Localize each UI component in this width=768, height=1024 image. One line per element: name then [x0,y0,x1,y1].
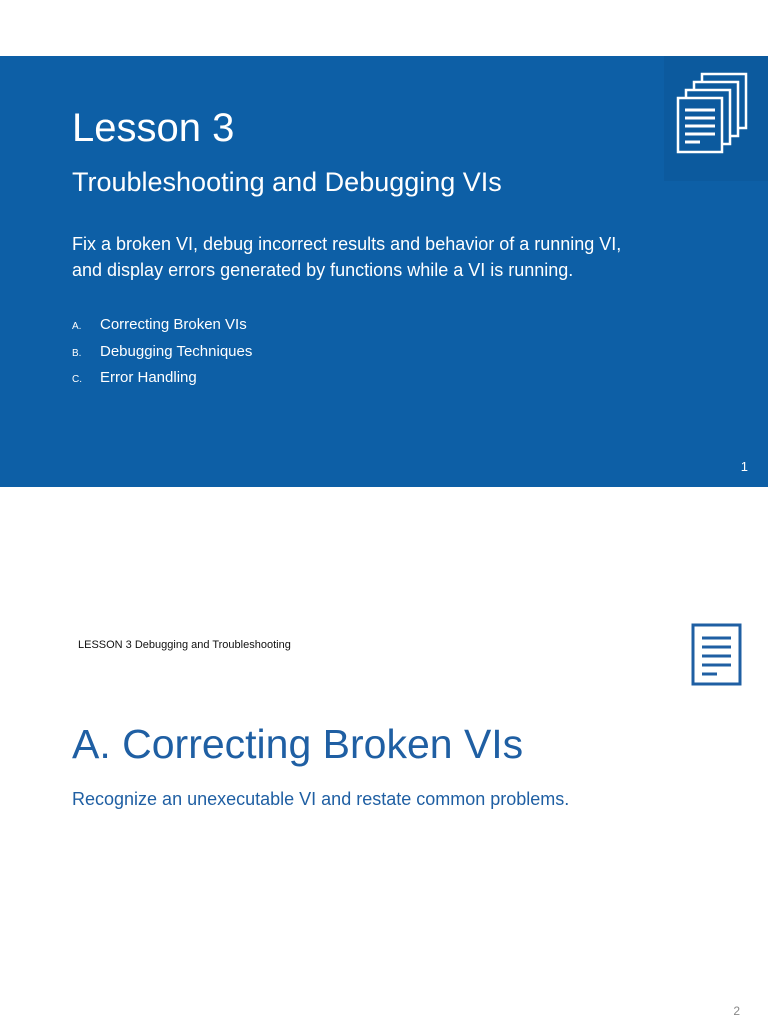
lesson-subtitle: Troubleshooting and Debugging VIs [72,167,502,197]
topic-item [72,316,252,343]
topic-letter: A. [72,321,82,332]
topic-letter: B. [72,347,82,359]
topic-label: Debugging Techniques [100,342,253,360]
topic-item [72,343,252,370]
topic-list [72,316,252,396]
slide-1 [0,56,768,487]
lesson-objective: Fix a broken VI, debug incorrect results and behavior of a running VI, and display errors generated by functions while a VI is running. [72,234,622,280]
lesson-title: Lesson 3 [72,106,235,150]
topic-letter: C. [72,374,82,385]
topic-label: Error Handling [100,369,197,386]
topic-item [72,369,252,396]
lesson-header-label: LESSON 3 Debugging and Troubleshooting [78,639,291,651]
page-number: 1 [740,459,748,474]
section-description: Recognize an unexecutable VI and restate common problems. [72,789,570,809]
topic-label: Correcting Broken VIs [100,316,247,333]
section-title: A. Correcting Broken VIs [72,721,524,767]
page-number: 2 [733,1004,740,1018]
documents-stack-icon [664,56,768,181]
document-icon [690,622,744,688]
slide-2 [0,603,768,1024]
